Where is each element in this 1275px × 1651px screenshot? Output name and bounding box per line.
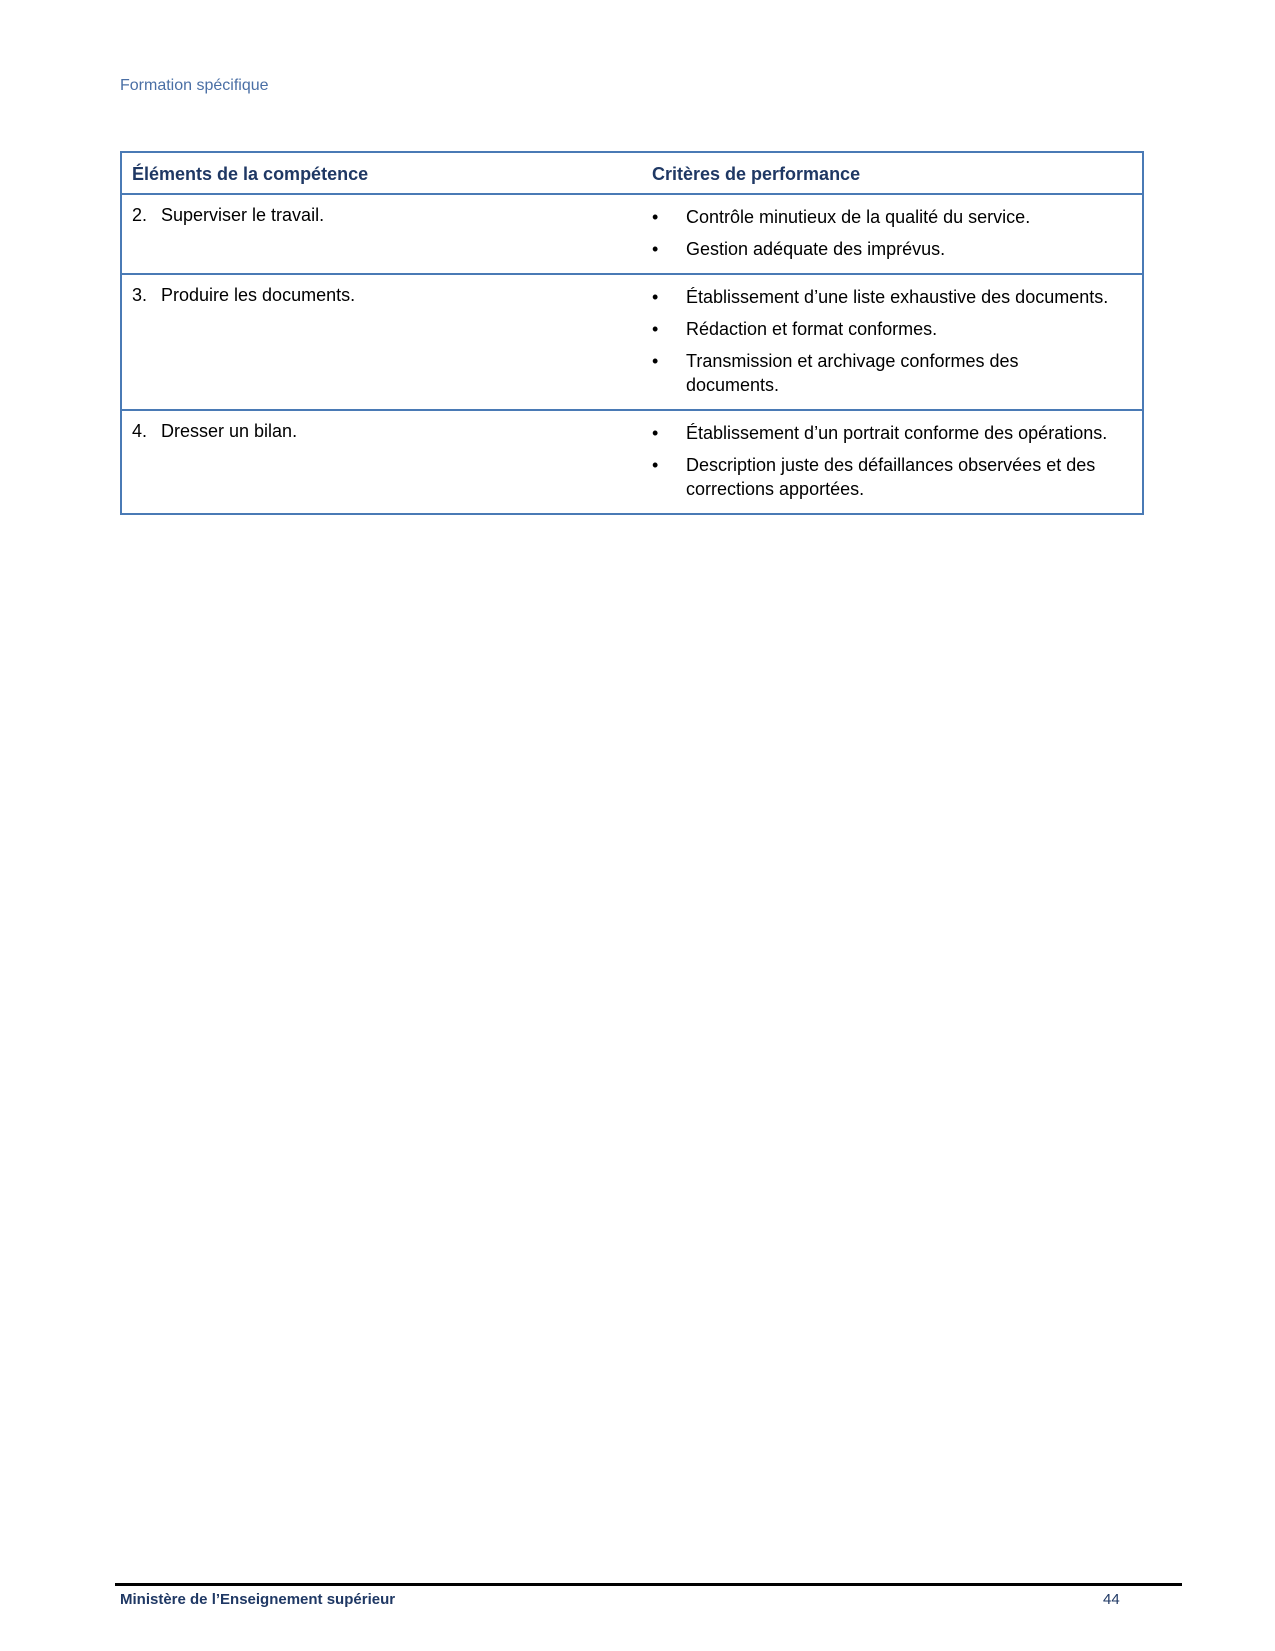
- criteria-cell: [642, 410, 1143, 514]
- element-text: Superviser le travail.: [161, 205, 325, 225]
- element-cell: [121, 194, 642, 274]
- criteria-text: Établissement d’une liste exhaustive des documents.: [686, 287, 1109, 307]
- bullet-icon: •: [652, 455, 659, 475]
- column-header-elements: Éléments de la compétence: [121, 152, 642, 194]
- bullet-icon: •: [652, 207, 659, 227]
- criteria-item: [652, 349, 1116, 397]
- criteria-text: Contrôle minutieux de la qualité du service.: [686, 207, 1031, 227]
- element-cell: [121, 410, 642, 514]
- criteria-item: [652, 205, 1116, 229]
- criteria-item: [652, 421, 1116, 445]
- element-number: 2.: [132, 205, 148, 225]
- table-row: [121, 194, 1143, 274]
- criteria-text: Gestion adéquate des imprévus.: [686, 239, 946, 259]
- table-header-row: [121, 152, 1143, 194]
- bullet-icon: •: [652, 423, 659, 443]
- element-number: 4.: [132, 421, 148, 441]
- table-row: [121, 410, 1143, 514]
- criteria-item: [652, 237, 1116, 261]
- criteria-list: [652, 421, 1132, 501]
- footer-ministry: Ministère de l’Enseignement supérieur: [120, 1591, 396, 1608]
- criteria-list: [652, 285, 1132, 397]
- footer-divider: [115, 1583, 1182, 1586]
- bullet-icon: •: [652, 287, 659, 307]
- running-header: Formation spécifique: [120, 77, 269, 94]
- element-text: Produire les documents.: [161, 285, 356, 305]
- criteria-list: [652, 205, 1132, 261]
- criteria-item: [652, 317, 1116, 341]
- element-cell: [121, 274, 642, 410]
- bullet-icon: •: [652, 319, 659, 339]
- element-text: Dresser un bilan.: [161, 421, 298, 441]
- criteria-text: Transmission et archivage conformes des documents.: [686, 351, 1019, 395]
- competence-table: [120, 151, 1144, 515]
- criteria-item: [652, 285, 1116, 309]
- bullet-icon: •: [652, 239, 659, 259]
- criteria-text: Établissement d’un portrait conforme des opérations.: [686, 423, 1108, 443]
- criteria-text: Rédaction et format conformes.: [686, 319, 938, 339]
- column-header-criteria: Critères de performance: [642, 152, 1143, 194]
- criteria-cell: [642, 194, 1143, 274]
- criteria-item: [652, 453, 1116, 501]
- criteria-cell: [642, 274, 1143, 410]
- bullet-icon: •: [652, 351, 659, 371]
- criteria-text: Description juste des défaillances observées et des corrections apportées.: [686, 455, 1096, 499]
- table-row: [121, 274, 1143, 410]
- page-number: 44: [1103, 1591, 1120, 1608]
- element-number: 3.: [132, 285, 148, 305]
